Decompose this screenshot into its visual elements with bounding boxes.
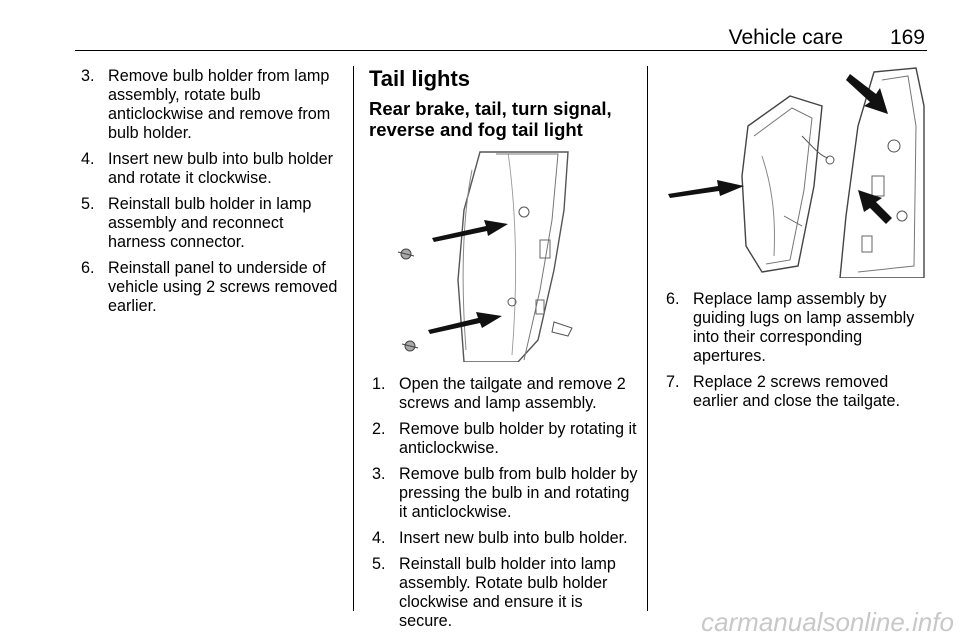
middle-steps: [372, 375, 638, 638]
list-item: 1. Open the tailgate and remove 2 screws and lamp assembly.: [372, 375, 626, 412]
page-number: 169: [889, 26, 925, 49]
list-item: 4. Insert new bulb into bulb holder.: [372, 529, 628, 547]
right-steps: [666, 290, 932, 418]
middle-column: [369, 66, 635, 140]
list-item: 6. Replace lamp assembly by guiding lugs on lamp assembly into their corresponding apertures.: [666, 290, 915, 365]
section-subheading: Rear brake, tail, turn signal, reverse and fog tail light: [369, 98, 612, 140]
tail-lamp-installation-icon: [662, 66, 926, 278]
list-item: 3. Remove bulb holder from lamp assembly, rotate bulb anticlockwise and remove from bulb holder.: [81, 67, 331, 142]
tail-lamp-screws-figure: [368, 150, 632, 362]
list-item: 4. Insert new bulb into bulb holder and rotate it clockwise.: [81, 150, 333, 187]
tail-lamp-screws-icon: [368, 150, 632, 362]
page-header: [75, 26, 927, 51]
list-item: 2. Remove bulb holder by rotating it anticlockwise.: [372, 420, 637, 457]
column-divider-left: [353, 66, 354, 611]
list-item: 5. Reinstall bulb holder in lamp assembly and reconnect harness connector.: [81, 195, 312, 251]
list-item: 7. Replace 2 screws removed earlier and close the tailgate.: [666, 373, 900, 410]
left-steps-list: [81, 67, 343, 316]
section-heading: Tail lights: [369, 66, 471, 91]
section-title: Vehicle care: [728, 26, 843, 49]
watermark: carmanualsonline.info: [701, 607, 954, 637]
right-steps-list: [666, 290, 932, 411]
tail-lamp-installation-figure: [662, 66, 926, 278]
list-item: 5. Reinstall bulb holder into lamp assembly. Rotate bulb holder clockwise and ensure it is secure.: [372, 555, 616, 630]
column-divider-right: [647, 66, 648, 611]
left-column: [81, 67, 343, 323]
list-item: 6. Reinstall panel to underside of vehicle using 2 screws removed earlier.: [81, 259, 338, 315]
list-item: 3. Remove bulb from bulb holder by pressing the bulb in and rotating it anticlockwise.: [372, 465, 638, 521]
middle-steps-list: [372, 375, 638, 631]
